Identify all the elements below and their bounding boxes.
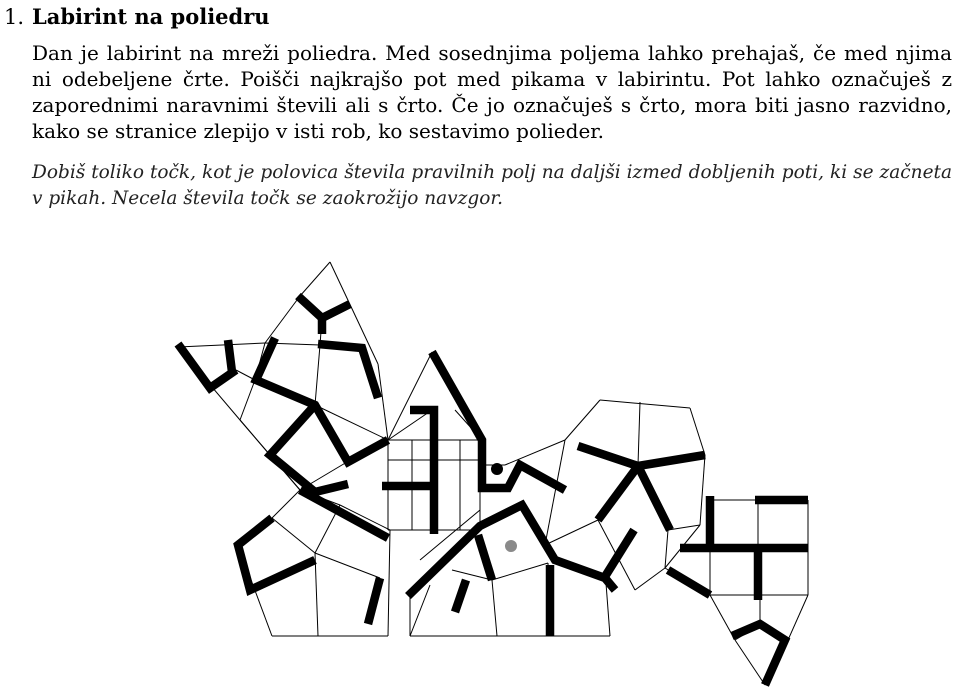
scoring-rules: Dobiš toliko točk, kot je polovica števila pravilnih polj na daljši izmed dobljenih poti, ki se začneta v pikah. Necela števila točk se zaokrožijo navzgor. — [32, 162, 952, 209]
problem-number: 1. — [4, 5, 25, 29]
maze-grid-lines — [178, 262, 808, 685]
problem-statement: Dan je labirint na mreži poliedra. Med sosednjima poljema lahko prehajaš, če med njima ni odebeljene črte. Poišči najkrajšo pot med pikama v labirintu. Pot lahko označuješ z zaporednimi naravnimi števili ali s črto. Če jo označuješ s črto, mora biti jasno razvidno, kako se stranice zlepijo v isti rob, ko sestavimo polieder. — [32, 41, 952, 143]
problem-title: Labirint na poliedru — [32, 4, 270, 29]
end-dot — [505, 540, 517, 552]
start-dot — [491, 463, 503, 475]
maze-walls — [178, 296, 808, 685]
